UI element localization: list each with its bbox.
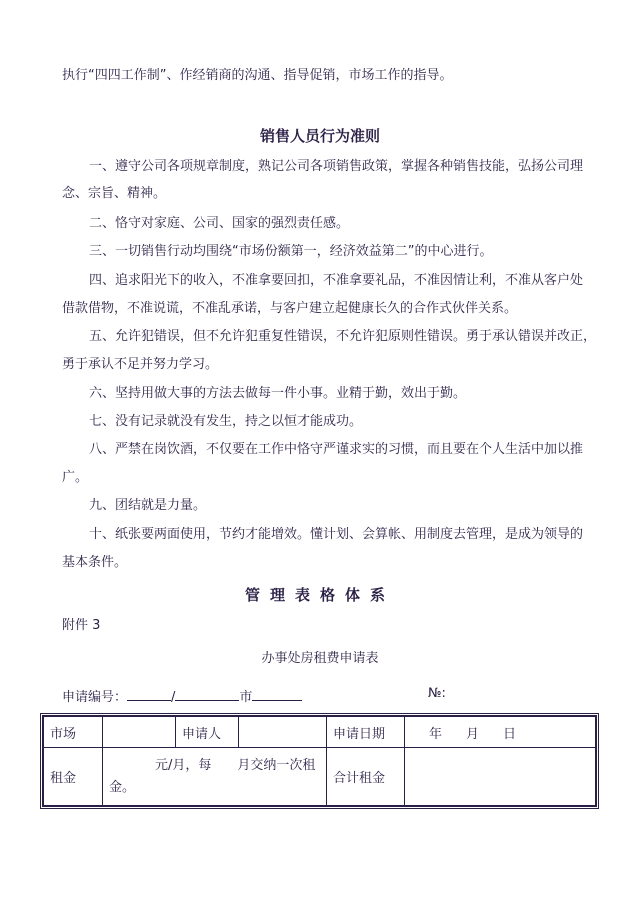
- rule-6: 六、坚持用做大事的方法去做每一件小事。业精于勤，效出于勤。: [89, 386, 467, 401]
- rule-4-line-1: 四、追求阳光下的收入，不准拿要回扣，不准拿要礼品，不准因情让利，不准从客户处: [89, 273, 584, 288]
- number-blank-2[interactable]: [175, 687, 239, 701]
- form-number-line: [62, 686, 302, 705]
- applicant-value[interactable]: [239, 717, 327, 748]
- city-blank[interactable]: [252, 687, 302, 701]
- date-day: 日: [503, 726, 517, 742]
- rule-5-line-1: 五、允许犯错误，但不允许犯重复性错误，不允许犯原则性错误。勇于承认错误并改正，: [89, 329, 597, 344]
- rule-3: 三、一切销售行动均围绕“市场份额第一，经济效益第二”的中心进行。: [89, 244, 493, 259]
- date-month: 月: [466, 726, 480, 742]
- system-title: 管理表格体系: [244, 586, 395, 604]
- total-label: 合计租金: [327, 748, 405, 806]
- rule-7: 七、没有记录就没有发生，持之以恒才能成功。: [89, 414, 363, 429]
- date-year: 年: [429, 726, 443, 742]
- rule-1-line-1: 一、遵守公司各项规章制度，熟记公司各项销售政策，掌握各种销售技能，弘扬公司理: [89, 159, 584, 174]
- top-line: 执行“四四工作制”、作经销商的沟通、指导促销，市场工作的指导。: [62, 68, 453, 83]
- applicant-label: 申请人: [176, 717, 239, 748]
- date-label: 申请日期: [327, 717, 405, 748]
- market-value[interactable]: [103, 717, 176, 748]
- market-label: 市场: [44, 717, 103, 748]
- rule-8-line-1: 八、严禁在岗饮酒，不仅要在工作中恪守严谨求实的习惯，而且要在个人生活中加以推: [89, 442, 584, 457]
- city-label: 市: [239, 690, 253, 705]
- attachment-label: 附件 3: [62, 618, 101, 633]
- rule-5-line-2: 勇于承认不足并努力学习。: [62, 357, 219, 372]
- number-label: 申请编号：: [62, 690, 128, 705]
- rent-value[interactable]: [103, 748, 327, 806]
- form-title: 办事处房租费申请表: [261, 651, 379, 666]
- rule-9: 九、团结就是力量。: [89, 498, 207, 513]
- rent-text-1: 元/月，每 月交纳一次租: [155, 757, 316, 773]
- no-label: №:: [428, 686, 446, 701]
- rent-label: 租金: [44, 748, 103, 806]
- rent-table: [40, 713, 599, 809]
- number-slash: /: [171, 690, 176, 705]
- rule-10-line-1: 十、纸张要两面使用，节约才能增效。懂计划、会算帐、用制度去管理，是成为领导的: [89, 527, 584, 542]
- number-blank-1[interactable]: [127, 687, 171, 701]
- rent-text-2: 金。: [109, 779, 136, 795]
- total-value[interactable]: [405, 748, 596, 806]
- rule-4-line-2: 借款借物，不准说谎，不准乱承诺，与客户建立起健康长久的合作式伙伴关系。: [62, 301, 518, 316]
- rule-1-line-2: 念、宗旨、精神。: [62, 186, 167, 201]
- rule-8-line-2: 广。: [62, 470, 89, 485]
- rule-10-line-2: 基本条件。: [62, 555, 128, 570]
- section-title: 销售人员行为准则: [259, 127, 380, 145]
- rule-2: 二、恪守对家庭、公司、国家的强烈责任感。: [89, 216, 350, 231]
- date-value[interactable]: [405, 717, 596, 748]
